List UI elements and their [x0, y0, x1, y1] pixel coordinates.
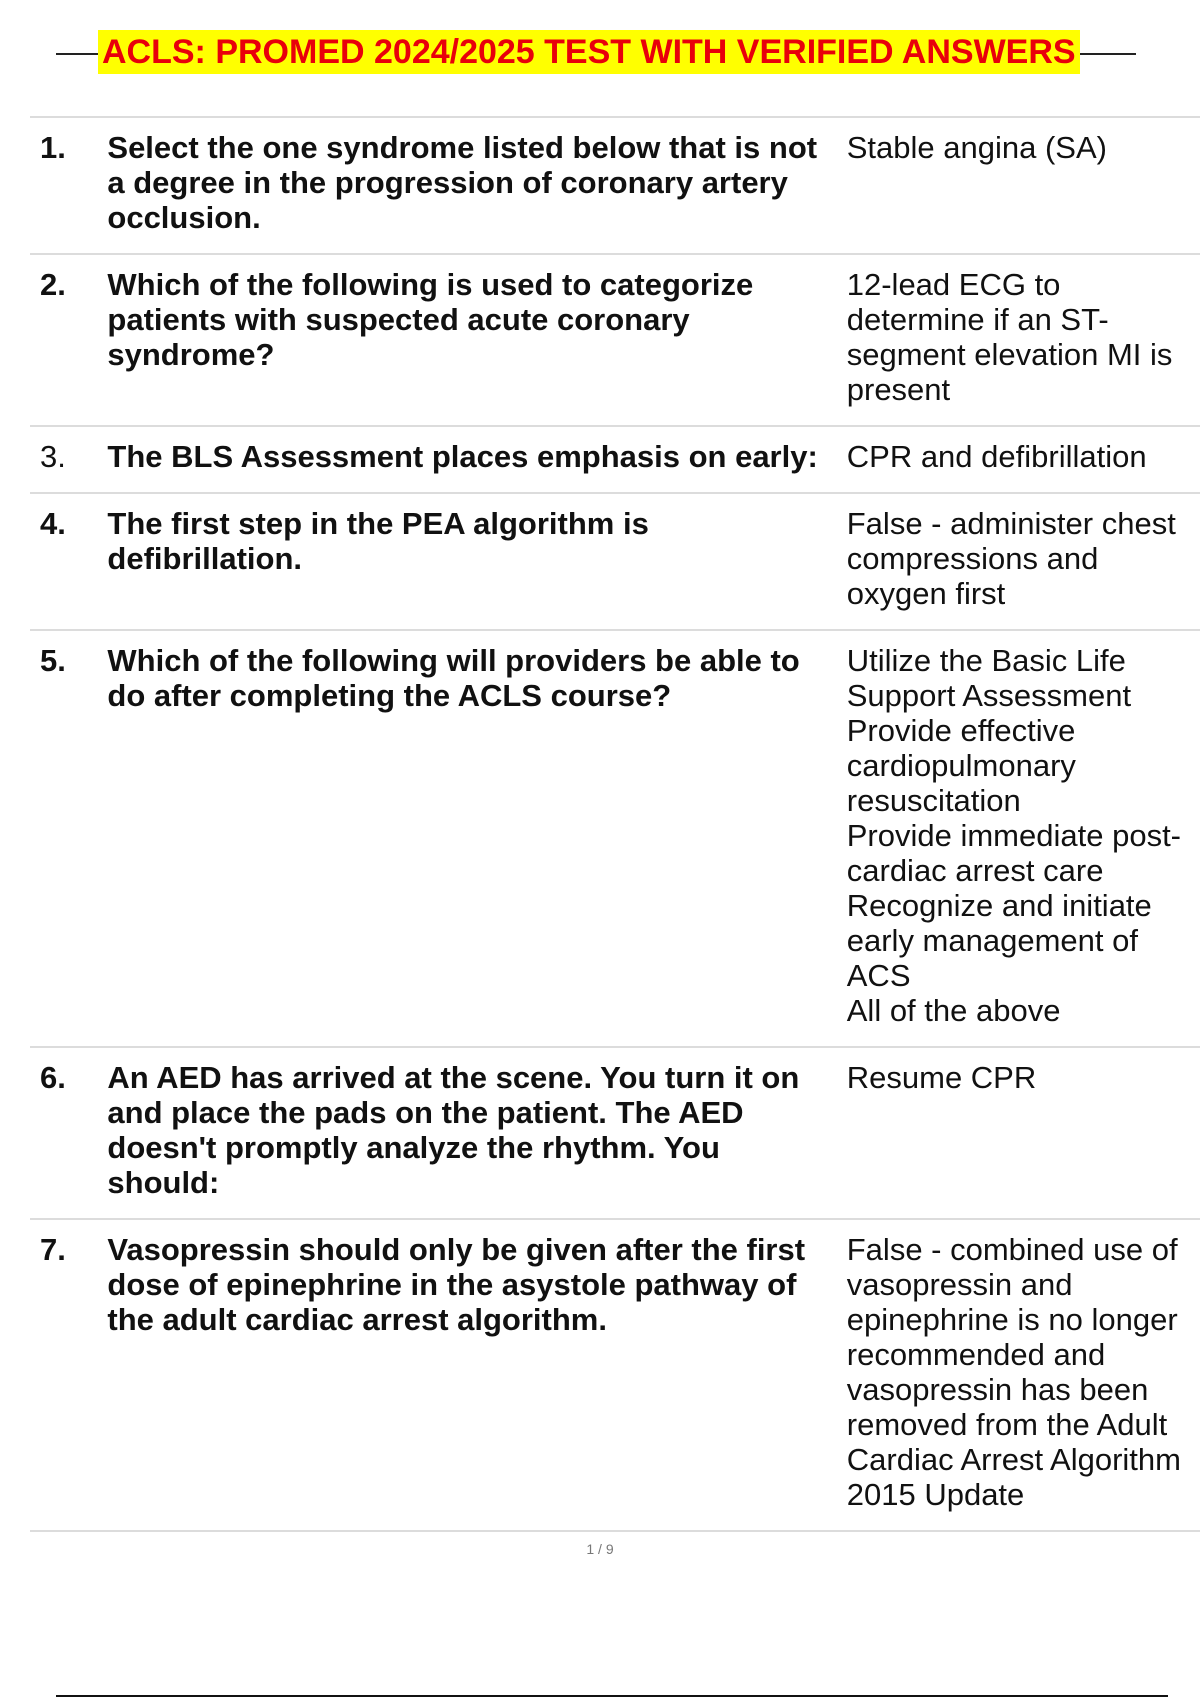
answer-line: Recognize and initiate early management of ACS — [846, 888, 1152, 993]
answer-text — [847, 1219, 1200, 1531]
document-title: ACLS: PROMED 2024/2025 TEST WITH VERIFIED ANSWERS — [98, 30, 1080, 74]
qa-row — [30, 630, 1200, 1047]
answer-text — [847, 117, 1200, 254]
answer-line: False - administer chest compressions and oxygen first — [846, 506, 1176, 611]
question-number: 1. — [40, 130, 66, 165]
answer-line: Utilize the Basic Life Support Assessment — [846, 643, 1132, 713]
question-number: 6. — [40, 1060, 66, 1095]
answer-line: Resume CPR — [846, 1060, 1037, 1095]
question-number: 5. — [40, 643, 66, 678]
question-text: Which of the following is used to categorize patients with suspected acute coronary syndrome? — [107, 267, 754, 372]
answer-text — [847, 254, 1200, 426]
footer-divider — [56, 1695, 1168, 1697]
question-number: 3. — [40, 439, 66, 474]
page-indicator: 1 / 9 — [586, 1541, 614, 1557]
question-number: 2. — [40, 267, 66, 302]
answer-text — [847, 493, 1200, 630]
qa-row — [30, 493, 1200, 630]
question-text: Vasopressin should only be given after the first dose of epinephrine in the asystole pathway of the adult cardiac arrest algorithm. — [107, 1232, 806, 1337]
title-banner — [56, 30, 1136, 74]
answer-line: CPR and defibrillation — [846, 439, 1147, 474]
answer-line: Stable angina (SA) — [846, 130, 1107, 165]
question-text: The first step in the PEA algorithm is defibrillation. — [107, 506, 649, 576]
question-text: The BLS Assessment places emphasis on early: — [107, 439, 818, 474]
answer-text — [847, 630, 1200, 1047]
qa-row — [30, 254, 1200, 426]
question-number: 7. — [40, 1232, 66, 1267]
qa-table — [30, 116, 1200, 1532]
question-text: An AED has arrived at the scene. You turn it on and place the pads on the patient. The AED doesn't promptly analyze the rhythm. You should: — [107, 1060, 800, 1200]
answer-line: All of the above — [846, 993, 1061, 1028]
answer-line: False - combined use of vasopressin and epinephrine is no longer recommended and vasopressin has been removed from the Adult Cardiac Arrest Algorithm 2015 Update — [846, 1232, 1181, 1512]
answer-line: Provide effective cardiopulmonary resuscitation — [846, 713, 1076, 818]
answer-text — [847, 426, 1200, 493]
question-number: 4. — [40, 506, 66, 541]
answer-line: Provide immediate post-cardiac arrest care — [846, 818, 1181, 888]
question-text: Which of the following will providers be able to do after completing the ACLS course? — [107, 643, 800, 713]
answer-text — [847, 1047, 1200, 1219]
qa-row — [30, 426, 1200, 493]
qa-row — [30, 1047, 1200, 1219]
qa-row — [30, 1219, 1200, 1531]
qa-row — [30, 117, 1200, 254]
question-text: Select the one syndrome listed below that is not a degree in the progression of coronary artery occlusion. — [107, 130, 818, 235]
answer-line: 12-lead ECG to determine if an ST-segment elevation MI is present — [846, 267, 1173, 407]
